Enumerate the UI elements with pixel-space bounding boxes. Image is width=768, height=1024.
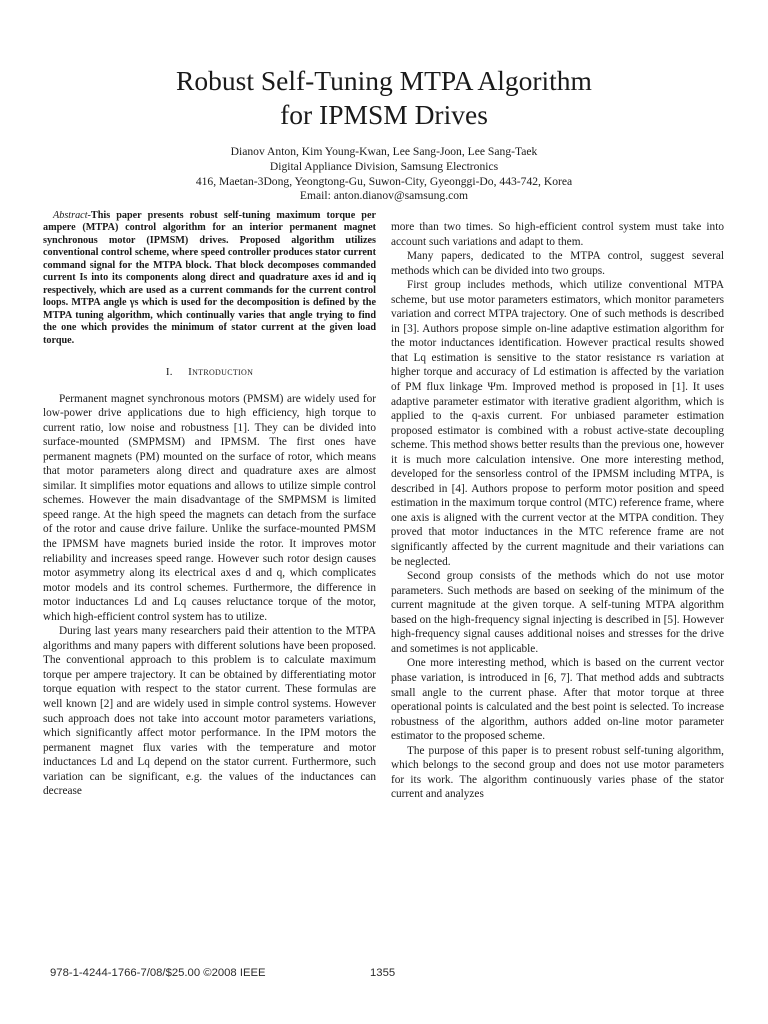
title-line-2: for IPMSM Drives: [280, 99, 488, 130]
author-address: 416, Maetan-3Dong, Yeongtong-Gu, Suwon-City, Gyeonggi-Do, 443-742, Korea: [195, 174, 573, 188]
author-block: [0, 145, 768, 204]
abstract: [43, 210, 376, 347]
right-column: [391, 220, 724, 802]
page-number: 1355: [370, 967, 396, 979]
right-paragraph-5: One more interesting method, which is based on the current vector phase variation, is introduced in [6, 7]. That method adds and subtracts small angle to the current phase. After that motor torque at three operational points is calculated and the best point is selected. To increase robustness of the algorithm, authors added on-line motor parameter estimator to the proposed scheme.: [391, 657, 724, 743]
paper-title: [0, 64, 768, 132]
footer-isbn: 978-1-4244-1766-7/08/$25.00 ©2008 IEEE: [50, 967, 266, 979]
left-paragraph-1: Permanent magnet synchronous motors (PMSM) are widely used for low-power drive applications due to high efficiency, high torque to current ratio, low noise and robustness [1]. They can be divided into surface-mounted (SMPMSM) and IPMSM. The first ones have permanent magnets (PM) mounted on the surface of rotor, which means that motor parameters along direct and quadrature axes are almost similar. It simplifies motor equations and allows to utilize simple control schemes. However the main disadvantage of the SMPMSM is limited speed range. At the high speed the magnets can detach from the surface of the rotor and cause drive failure. Unlike the surface-mounted PMSM the IPMSM have magnets buried inside the rotor. It improves motor reliability and increases speed range. However such rotor design causes motor asymmetry along its electrical axes d and q, which complicates motor models and its control schemes. Furthermore, the difference in motor inductances Ld and Lq causes reluctance torque of the motor, which high-efficient control system has to utilize.: [43, 392, 376, 623]
abstract-lead: Abstract-: [53, 210, 91, 221]
left-paragraph-2: During last years many researchers paid their attention to the MTPA algorithms and many papers with different solutions have been proposed. The conventional approach to this problem is to calculate maximum torque per ampere trajectory. It can be obtained by differentiating motor torque equation with respect to the stator current. These formulas are well known [2] and are widely used in simple control systems. However such approach does not take into account motor parameters variations, which significantly affect motor performance. In the IPM motors the permanent magnet flux varies with the temperature and motor inductances Ld and Lq depend on the stator current. Furthermore, such variation can be significant, e.g. the values of the inductances can decrease: [43, 625, 376, 798]
author-division: Digital Appliance Division, Samsung Electronics: [269, 159, 499, 173]
abstract-text: This paper presents robust self-tuning maximum torque per ampere (MTPA) control algorithm for an interior permanent magnet synchronous motor (IPMSM) drives. Proposed algorithm utilizes conventional control scheme, where speed controller produces stator current command signal for the MTPA block. That block decomposes commanded current Is into its components along direct and quadrature axes id and iq respectively, which are used as a current commands for the current control loops. MTPA angle γs which is used for the decomposition is defined by the MTPA tuning algorithm, which continually varies that angle trying to find the one which provides the minimum of stator current at the given load torque.: [43, 210, 376, 346]
section-heading: [43, 365, 376, 380]
right-paragraph-3: First group includes methods, which utilize conventional MTPA scheme, but use motor parameters estimators, which monitor parameters variation and correct MTPA trajectory. One of such methods is described in [3]. Authors propose simple on-line adaptive estimation algorithm for the motor inductances identification. However practical results showed that Lq estimation is sensitive to the stator resistance rs variation at higher torque and accuracy of Ld estimation is affected by the variation of PM flux linkage Ψm. Improved method is proposed in [1]. It uses adaptive parameter estimator with iterative gradient algorithm, which is applied to the q-axis current. For unbiased parameter estimation proposed estimator is combined with a robust active-state decoupling scheme. This method shows better results than the previous one, however it is much more calculation intensive. One more interesting method, developed for the sensorless control of the IPMSM including MTPA, is described in [4]. Authors propose to perform motor position and speed estimation in the maximum torque control (MTC) reference frame, where one axis is aligned with the current vector at the MTPA condition. They proved that motor inductances in the MTC reference frame are not significantly affected by the current magnitude and their variations can be neglected.: [391, 279, 724, 568]
author-email[interactable]: Email: anton.dianov@samsung.com: [299, 189, 469, 203]
right-paragraph-1: more than two times. So high-efficient control system must take into account such variations and adapt to them.: [391, 221, 724, 248]
left-column: [43, 210, 376, 799]
title-line-1: Robust Self-Tuning MTPA Algorithm: [176, 65, 592, 96]
right-paragraph-4: Second group consists of the methods which do not use motor parameters. Such methods are based on seeking of the minimum of the current magnitude at the given torque. A self-tuning MTPA algorithm based on the high-frequency signal injecting is described in [5]. However high-frequency signal causes additional noises and stresses for the drive and sometimes is not applicable.: [391, 570, 724, 655]
section-number: I.: [165, 365, 173, 378]
right-paragraph-2: Many papers, dedicated to the MTPA control, suggest several methods which can be divided into two groups.: [391, 250, 724, 277]
right-paragraph-6: The purpose of this paper is to present robust self-tuning algorithm, which belongs to the second group and does not use motor parameters for its work. The algorithm continuously varies phase of the stator current and analyzes: [391, 744, 724, 801]
author-names: Dianov Anton, Kim Young-Kwan, Lee Sang-Joon, Lee Sang-Taek: [230, 145, 538, 158]
section-title: Introduction: [188, 365, 254, 378]
